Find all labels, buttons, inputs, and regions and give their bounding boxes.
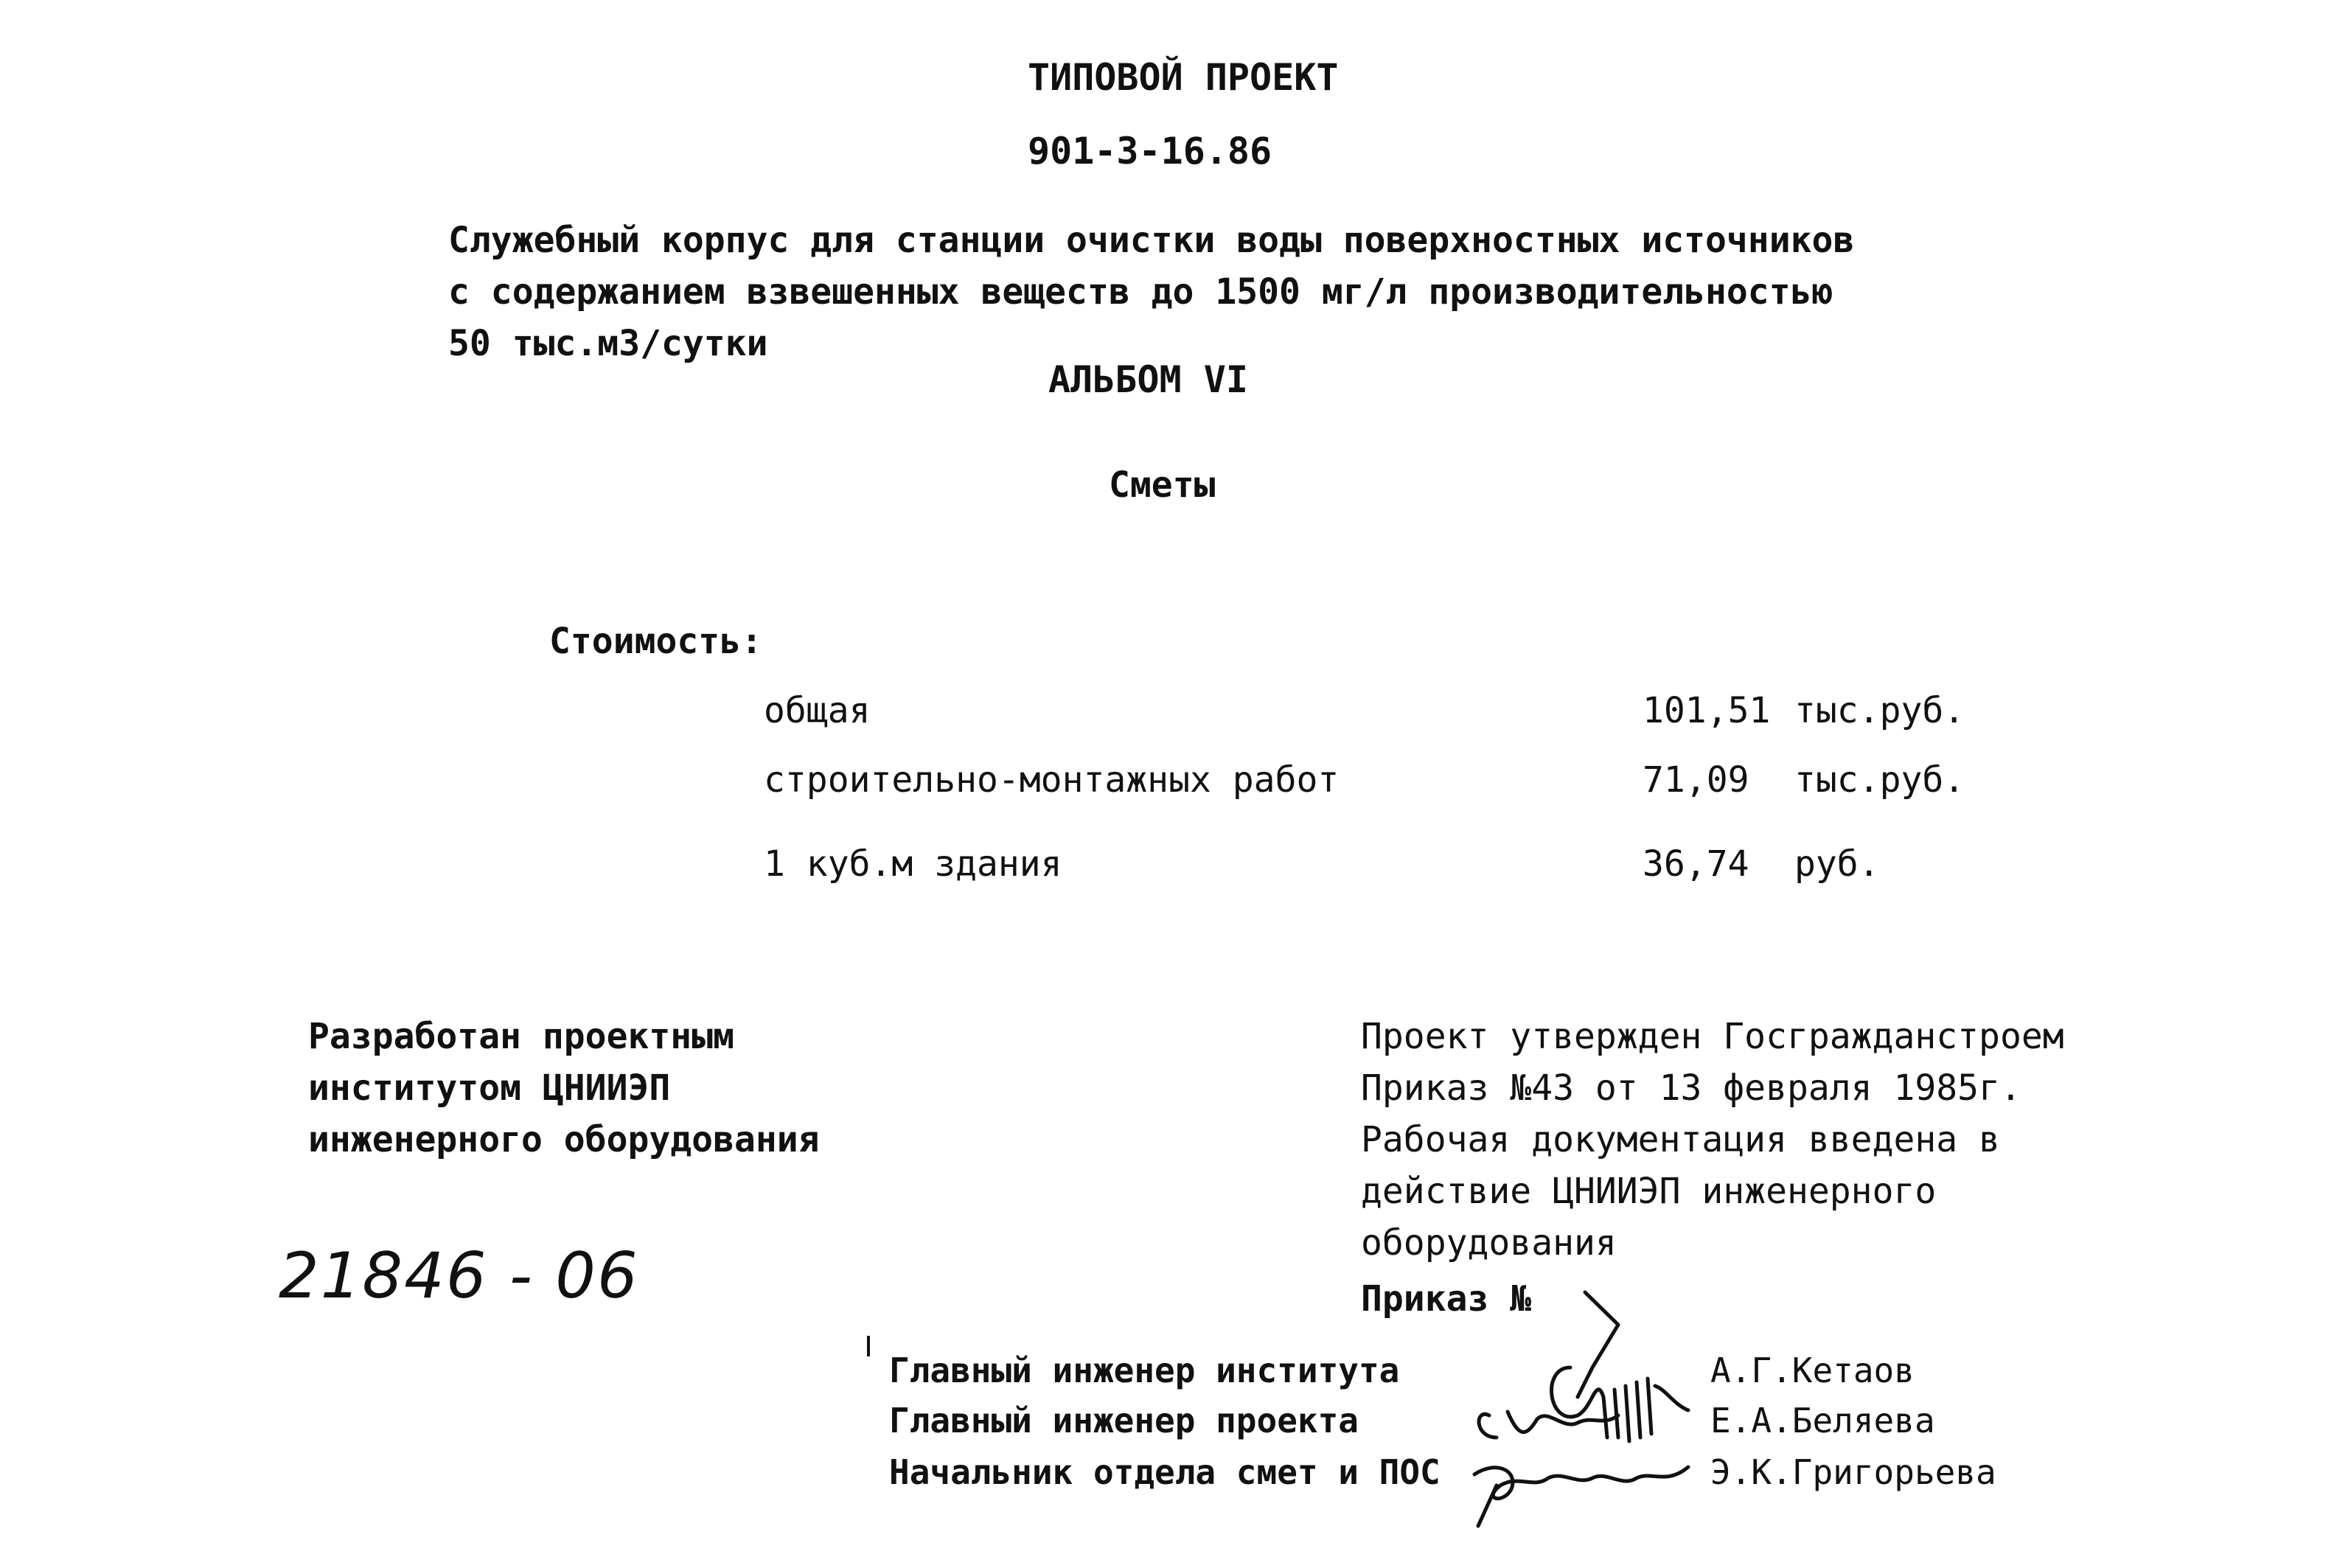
doc-type-title: ТИПОВОЙ ПРОЕКТ: [1028, 56, 1339, 99]
description-line: 50 тыс.м3/сутки: [448, 323, 768, 364]
description-line: с содержанием взвешенных веществ до 1500 мг/л производительностью: [448, 271, 1833, 313]
signatory-name: А.Г.Кетаов: [1710, 1351, 1915, 1390]
cost-unit-construction: тыс.руб.: [1794, 759, 1965, 801]
developer-line: инженерного оборудования: [308, 1119, 820, 1160]
cost-value-total: 101,51: [1643, 690, 1771, 731]
inventory-number: 21846 - 06: [279, 1239, 639, 1313]
signatory-role: Главный инженер проекта: [889, 1401, 1359, 1440]
doc-number: 901-3-16.86: [1028, 130, 1272, 173]
signatory-role: Начальник отдела смет и ПОС: [889, 1452, 1441, 1492]
album-subtitle: Сметы: [1109, 464, 1216, 506]
signature-chief-engineer-project: [1467, 1386, 1629, 1452]
cost-unit-per-cubic-meter: руб.: [1794, 843, 1880, 885]
cost-label-construction: строительно-монтажных работ: [764, 759, 1340, 801]
description-line: Служебный корпус для станции очистки воды поверхностных источников: [448, 220, 1855, 261]
approval-line: Рабочая документация введена в: [1361, 1119, 2000, 1160]
cost-unit-total: тыс.руб.: [1794, 690, 1965, 731]
cost-heading: Стоимость:: [549, 621, 762, 662]
approval-line: действие ЦНИИЭП инженерного: [1361, 1171, 1937, 1212]
album-title: АЛЬБОМ VI: [1048, 358, 1248, 401]
approval-line: Приказ №43 от 13 февраля 1985г.: [1361, 1067, 2021, 1109]
cost-label-per-cubic-meter: 1 куб.м здания: [764, 843, 1062, 885]
cost-value-construction: 71,09: [1643, 759, 1749, 801]
margin-mark: [867, 1336, 870, 1356]
approval-line: оборудования: [1361, 1222, 1617, 1264]
signatory-name: Э.К.Григорьева: [1710, 1452, 1996, 1492]
cost-value-per-cubic-meter: 36,74: [1643, 843, 1749, 885]
approval-order-line: Приказ №: [1361, 1278, 1532, 1320]
signatory-name: Е.А.Беляева: [1710, 1401, 1935, 1440]
signatory-role: Главный инженер института: [889, 1351, 1400, 1390]
signature-head-of-department: [1467, 1445, 1718, 1533]
developer-line: институтом ЦНИИЭП: [308, 1067, 671, 1109]
approval-line: Проект утвержден Госгражданстроем: [1361, 1016, 2064, 1057]
cost-label-total: общая: [764, 690, 871, 731]
developer-line: Разработан проектным: [308, 1016, 734, 1057]
